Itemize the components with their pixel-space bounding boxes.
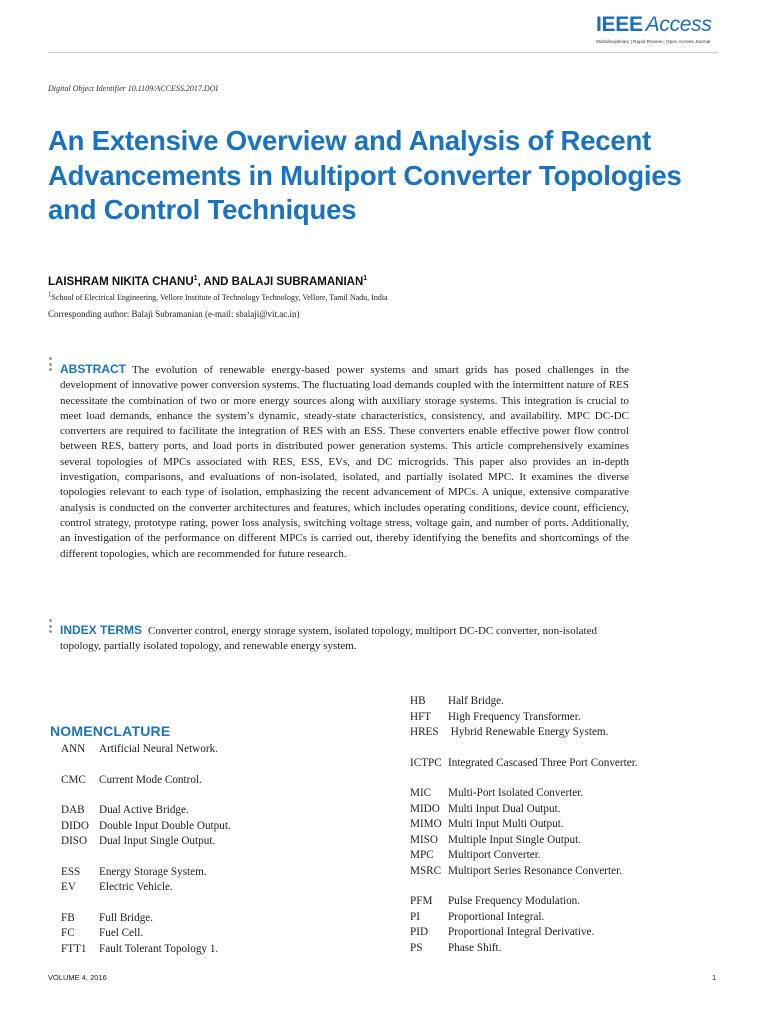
nomenclature-abbr: DIDO	[61, 819, 89, 832]
header-divider	[48, 52, 718, 53]
nomenclature-abbr: FC	[61, 927, 75, 939]
nomenclature-abbr: PFM	[410, 895, 433, 907]
nomenclature-abbr: HRES	[410, 726, 439, 738]
nomenclature-entry	[410, 694, 638, 710]
logo-access: Access	[645, 13, 712, 36]
nomenclature-abbr: PI	[410, 910, 420, 923]
abstract-text: The evolution of renewable energy-based power systems and smart grids has posed challenges in the development of innovative power conversion systems. The fluctuating load demands coupled with the intermittent nature of RES necessitate the combination of two or more energy sources along with auxiliary storage systems. This integration is crucial to meet load demands, enhance the system’s dynamic, steady-state characteristics, consistency, and availability. MPC DC-DC converters are required to facilitate the integration of RES with an ESS. These converters enable effective power flow control between RES, battery ports, and load ports in distributed power generation systems. This article comprehensively examines several topologies of MPCs associated with RES, ESS, EVs, and DC microgrids. This paper also provides an in-depth investigation, comparisons, and evaluations of non-isolated, isolated, and partially isolated MPC. It examines the diverse topologies relevant to each type of isolation, emphasizing the recent advancement of MPCs. A unique, extensive comparative analysis is conducted on the converter architectures and features, which includes operating conditions, device count, efficiency, control strategy, prototype rating, power loss analysis, switching voltage stress, voltage gain, and number of ports. Additionally, an investigation of the performance on different MPCs is carried out, thereby identifying the benefits and shortcomings of the different topologies, which are recommended for future research.	[60, 364, 629, 560]
nomenclature-def: Proportional Integral Derivative.	[448, 926, 595, 938]
nomenclature-def: Multi Input Dual Output.	[448, 802, 561, 815]
nomenclature-abbr: FTT1	[61, 942, 87, 955]
nomenclature-abbr: ICTPC	[410, 756, 442, 769]
nomenclature-def: Multiport Converter.	[448, 849, 541, 861]
nomenclature-abbr: DISO	[61, 835, 88, 847]
nomenclature-abbr: DAB	[61, 804, 85, 816]
nomenclature-def: Pulse Frequency Modulation.	[448, 895, 581, 907]
nomenclature-entry	[61, 926, 231, 942]
nomenclature-abbr: PID	[410, 926, 429, 938]
nomenclature-def: Phase Shift.	[448, 941, 502, 954]
nomenclature-abbr: FB	[61, 911, 75, 924]
nomenclature-abbr: HFT	[410, 710, 432, 723]
author-2-affil-mark: 1	[363, 275, 368, 283]
nomenclature-abbr: MISO	[410, 833, 438, 846]
nomenclature-def: Multi Input Multi Output.	[448, 818, 564, 830]
logo-tagline: Multidisciplinary | Rapid Review | Open Access Journal	[596, 39, 711, 44]
nomenclature-entry	[410, 817, 638, 833]
nomenclature-abbr: CMC	[61, 773, 86, 786]
nomenclature-entry	[61, 942, 231, 958]
nomenclature-entry	[410, 941, 638, 957]
nomenclature-def: Current Mode Control.	[99, 773, 202, 786]
index-terms-text: Converter control, energy storage system, isolated topology, multiport DC-DC converter, non-isolated topology, partially isolated topology, and renewable energy system.	[60, 625, 597, 653]
affiliation-mark: 1	[48, 290, 52, 299]
nomenclature-def: Half Bridge.	[448, 695, 504, 707]
nomenclature-def: Dual Active Bridge.	[99, 804, 189, 816]
nomenclature-entry	[410, 710, 638, 726]
nomenclature-abbr: HB	[410, 695, 426, 707]
author-2: BALAJI SUBRAMANIAN	[231, 276, 364, 288]
index-terms-dots-icon	[48, 619, 54, 636]
nomenclature-entry	[410, 925, 638, 941]
nomenclature-def: High Frequency Transformer.	[448, 710, 581, 723]
nomenclature-abbr: MIC	[410, 787, 432, 799]
nomenclature-def: Energy Storage System.	[99, 865, 207, 878]
nomenclature-entry	[61, 834, 231, 850]
nomenclature-entry	[61, 911, 231, 927]
author-line	[48, 276, 367, 288]
nomenclature-entry	[61, 865, 231, 881]
logo-wordmark	[596, 14, 716, 36]
nomenclature-def: Proportional Integral.	[448, 910, 545, 923]
author-1: LAISHRAM NIKITA CHANU	[48, 276, 194, 288]
abstract-label: ABSTRACT	[60, 362, 126, 376]
nomenclature-entry	[410, 833, 638, 849]
nomenclature-entry	[61, 880, 231, 896]
nomenclature-def: Dual Input Single Output.	[99, 835, 216, 847]
author-1-affil-mark: 1	[193, 275, 198, 283]
nomenclature-right-column	[410, 694, 638, 956]
nomenclature-def: Integrated Cascased Three Port Converter.	[448, 756, 638, 769]
nomenclature-entry	[410, 910, 638, 926]
nomenclature-abbr: MSRC	[410, 864, 442, 877]
nomenclature-entry	[61, 819, 231, 835]
nomenclature-entry	[410, 725, 638, 741]
paper-title: An Extensive Overview and Analysis of Recent Advancements in Multiport Converter Topologies and Control Techniques	[48, 125, 682, 225]
corresponding-author: Corresponding author: Balaji Subramanian (e-mail: sbalaji@vit.ac.in)	[48, 309, 300, 319]
ieee-access-logo	[596, 14, 716, 44]
index-terms-label: INDEX TERMS	[60, 623, 143, 637]
abstract	[60, 362, 629, 562]
nomenclature-entry	[61, 742, 231, 758]
nomenclature-abbr: MPC	[410, 849, 434, 861]
index-terms	[60, 623, 635, 655]
nomenclature-entry	[410, 786, 638, 802]
affiliation-text: School of Electrical Engineering, Vellore Institute of Technology Technology, Vellore, Tamil Nadu, India	[51, 293, 388, 302]
nomenclature-def: Full Bridge.	[99, 911, 154, 924]
nomenclature-entry	[410, 802, 638, 818]
logo-ieee: IEEE	[596, 13, 643, 36]
nomenclature-left-column	[61, 742, 231, 957]
footer-page-number: 1	[712, 973, 717, 982]
nomenclature-entry	[61, 773, 231, 789]
nomenclature-entry	[410, 756, 638, 772]
nomenclature-abbr: PS	[410, 941, 423, 954]
nomenclature-def: Double Input Double Output.	[99, 819, 231, 832]
nomenclature-abbr: ANN	[61, 743, 86, 755]
nomenclature-entry	[61, 803, 231, 819]
nomenclature-def: Multi-Port Isolated Converter.	[448, 787, 584, 799]
nomenclature-def: Multiple Input Single Output.	[448, 833, 582, 846]
nomenclature-heading: NOMENCLATURE	[50, 723, 171, 739]
doi-line: Digital Object Identifier 10.1109/ACCESS.2017.DOI	[48, 84, 219, 93]
author-joiner: , AND	[197, 276, 232, 288]
nomenclature-def: Fault Tolerant Topology 1.	[99, 942, 219, 955]
nomenclature-entry	[410, 894, 638, 910]
nomenclature-def: Artificial Neural Network.	[99, 743, 218, 755]
nomenclature-def: Electric Vehicle.	[99, 881, 173, 893]
nomenclature-def: Multiport Series Resonance Converter.	[448, 864, 622, 877]
abstract-dots-icon	[48, 357, 54, 374]
nomenclature-def: Hybrid Renewable Energy System.	[450, 726, 609, 738]
nomenclature-abbr: EV	[61, 881, 76, 893]
nomenclature-abbr: MIDO	[410, 802, 440, 815]
nomenclature-entry	[410, 864, 638, 880]
nomenclature-entry	[410, 848, 638, 864]
nomenclature-abbr: ESS	[61, 865, 81, 878]
nomenclature-def: Fuel Cell.	[99, 927, 144, 939]
affiliation	[48, 290, 388, 302]
footer-volume: VOLUME 4, 2016	[48, 973, 107, 982]
nomenclature-abbr: MIMO	[410, 818, 442, 830]
